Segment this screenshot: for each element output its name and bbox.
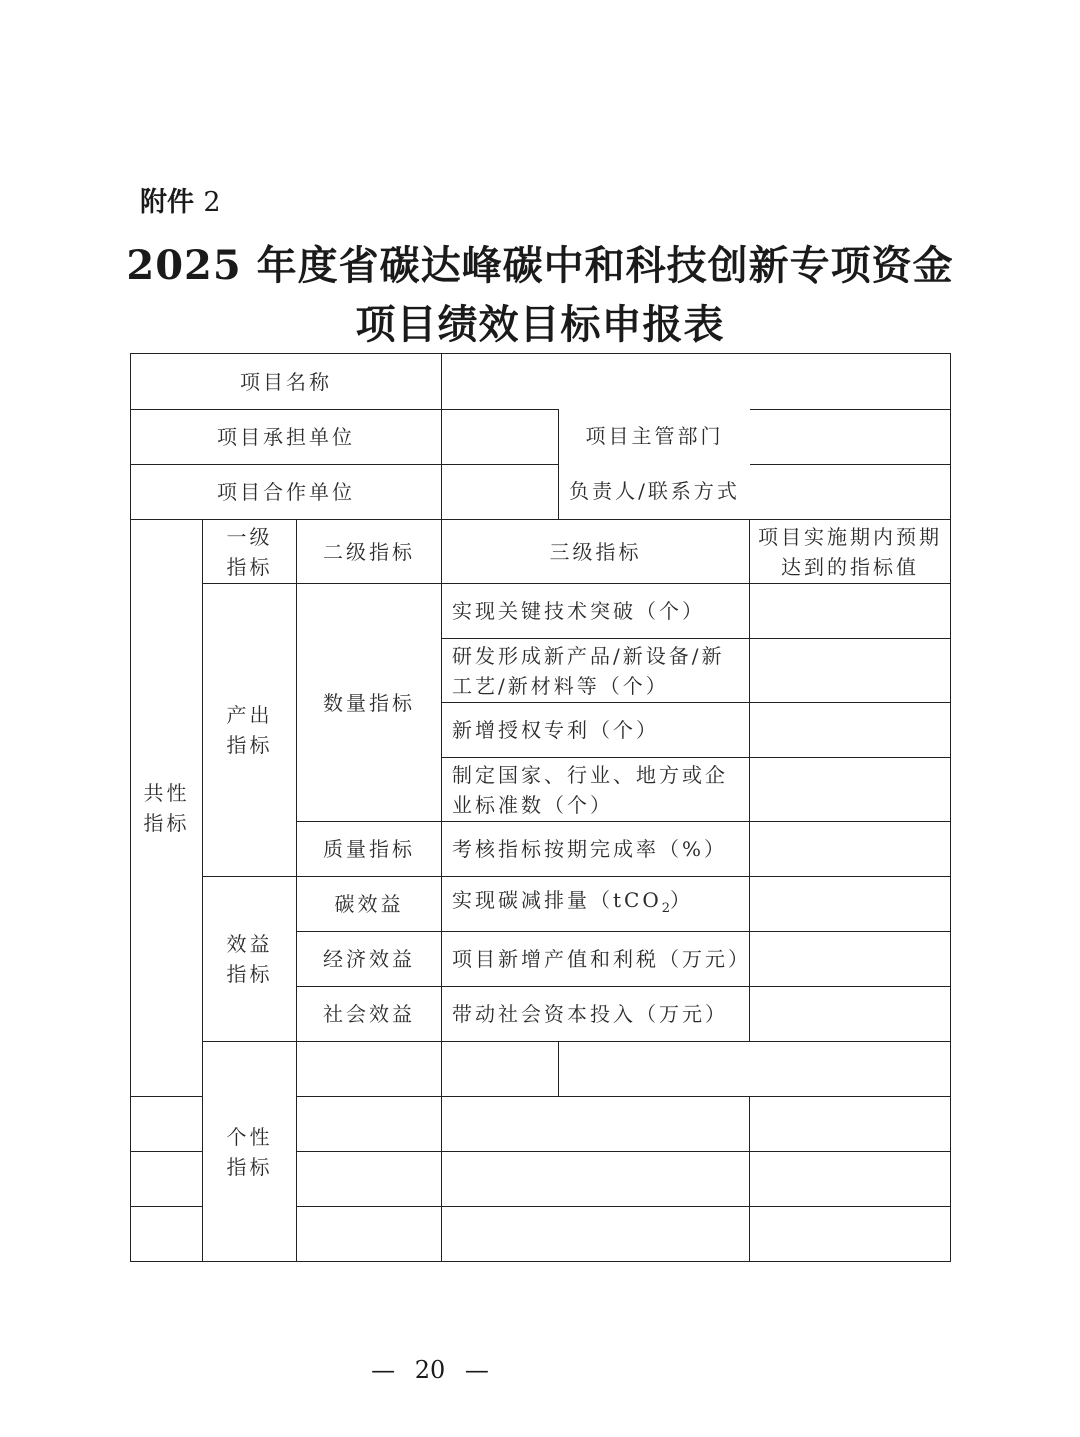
output-indicators-text: 产出指标 — [226, 703, 273, 757]
blank-cell[interactable] — [297, 1207, 442, 1262]
project-name-label: 项目名称 — [131, 354, 442, 410]
level3-header: 三级指标 — [442, 520, 750, 584]
target-input[interactable] — [750, 703, 951, 758]
blank-cell[interactable] — [442, 1207, 750, 1262]
attachment-label — [140, 180, 221, 219]
contact-label: 负责人/联系方式 — [558, 464, 750, 519]
blank-cell[interactable] — [131, 1152, 203, 1207]
output-indicators-label — [203, 584, 297, 877]
contact-input[interactable] — [750, 465, 951, 520]
row-project-name — [131, 354, 951, 410]
individual-indicators-text: 个性指标 — [226, 1124, 273, 1179]
target-input[interactable] — [750, 639, 951, 703]
carbon-reduction-prefix: 实现碳减排量（tCO — [452, 887, 662, 912]
page-title-line1: 2025 年度省碳达峰碳中和科技创新专项资金 — [126, 242, 954, 289]
carbon-reduction-suffix: ） — [670, 887, 694, 912]
item-standards: 制定国家、行业、地方或企业标准数（个） — [442, 758, 750, 822]
blank-cell[interactable] — [131, 1097, 203, 1152]
blank-cell[interactable] — [750, 1097, 951, 1152]
blank-cell[interactable] — [297, 1097, 442, 1152]
project-name-input[interactable] — [442, 354, 951, 410]
target-input[interactable] — [750, 877, 951, 932]
blank-cell[interactable] — [131, 1207, 203, 1262]
target-input[interactable] — [750, 584, 951, 639]
attachment-text: 附件 — [140, 187, 194, 218]
blank-cell[interactable] — [750, 1152, 951, 1207]
blank-cell[interactable] — [559, 1042, 951, 1097]
social-benefit-label: 社会效益 — [297, 987, 442, 1042]
table-row — [131, 1042, 951, 1097]
page-title-line2: 项目绩效目标申报表 — [355, 301, 725, 348]
item-new-products: 研发形成新产品/新设备/新工艺/新材料等（个） — [442, 639, 750, 703]
row-header — [131, 520, 951, 584]
blank-cell[interactable] — [442, 1152, 750, 1207]
benefit-indicators-label — [203, 877, 297, 1042]
blank-cell[interactable] — [442, 1097, 750, 1152]
carbon-benefit-label: 碳效益 — [297, 877, 442, 932]
target-input[interactable] — [750, 932, 951, 987]
level1-header — [203, 520, 297, 584]
undertaking-unit-label: 项目承担单位 — [131, 410, 442, 465]
individual-indicators-label — [203, 1042, 297, 1262]
cooperating-unit-label: 项目合作单位 — [131, 465, 442, 520]
quality-indicators-label: 质量指标 — [297, 822, 442, 877]
row-undertaking-unit — [131, 410, 951, 465]
page-footer — [0, 1356, 1080, 1384]
blank-cell[interactable] — [297, 1152, 442, 1207]
table-row — [131, 584, 951, 639]
footer-dash-right: — — [464, 1356, 489, 1384]
footer-dash-left: — — [371, 1356, 396, 1384]
blank-cell[interactable] — [750, 1207, 951, 1262]
item-carbon-reduction — [442, 877, 750, 932]
benefit-indicators-text: 效益指标 — [226, 932, 273, 986]
item-social-capital: 带动社会资本投入（万元） — [442, 987, 750, 1042]
attachment-number: 2 — [203, 187, 221, 218]
common-indicators-label — [131, 520, 203, 1097]
target-input[interactable] — [750, 822, 951, 877]
row-cooperating-unit — [131, 465, 951, 520]
common-indicators-text: 共性指标 — [143, 781, 190, 835]
carbon-reduction-subscript: 2 — [661, 900, 671, 916]
item-completion-rate: 考核指标按期完成率（%） — [442, 822, 750, 877]
competent-dept-label: 项目主管部门 — [558, 409, 750, 464]
level1-header-text: 一级指标 — [226, 524, 273, 579]
level2-header: 二级指标 — [297, 520, 442, 584]
item-added-value: 项目新增产值和利税（万元） — [442, 932, 750, 987]
item-patents: 新增授权专利（个） — [442, 703, 750, 758]
blank-cell[interactable] — [297, 1042, 442, 1097]
item-key-tech: 实现关键技术突破（个） — [442, 584, 750, 639]
economic-benefit-label: 经济效益 — [297, 932, 442, 987]
page-number: 20 — [414, 1356, 446, 1384]
target-input[interactable] — [750, 987, 951, 1042]
table-row — [131, 877, 951, 932]
blank-cell[interactable] — [442, 1042, 559, 1097]
target-value-header: 项目实施期内预期达到的指标值 — [750, 520, 951, 584]
performance-target-form — [130, 353, 951, 1262]
quantity-indicators-label: 数量指标 — [297, 584, 442, 822]
target-input[interactable] — [750, 758, 951, 822]
competent-dept-input[interactable] — [750, 410, 951, 465]
